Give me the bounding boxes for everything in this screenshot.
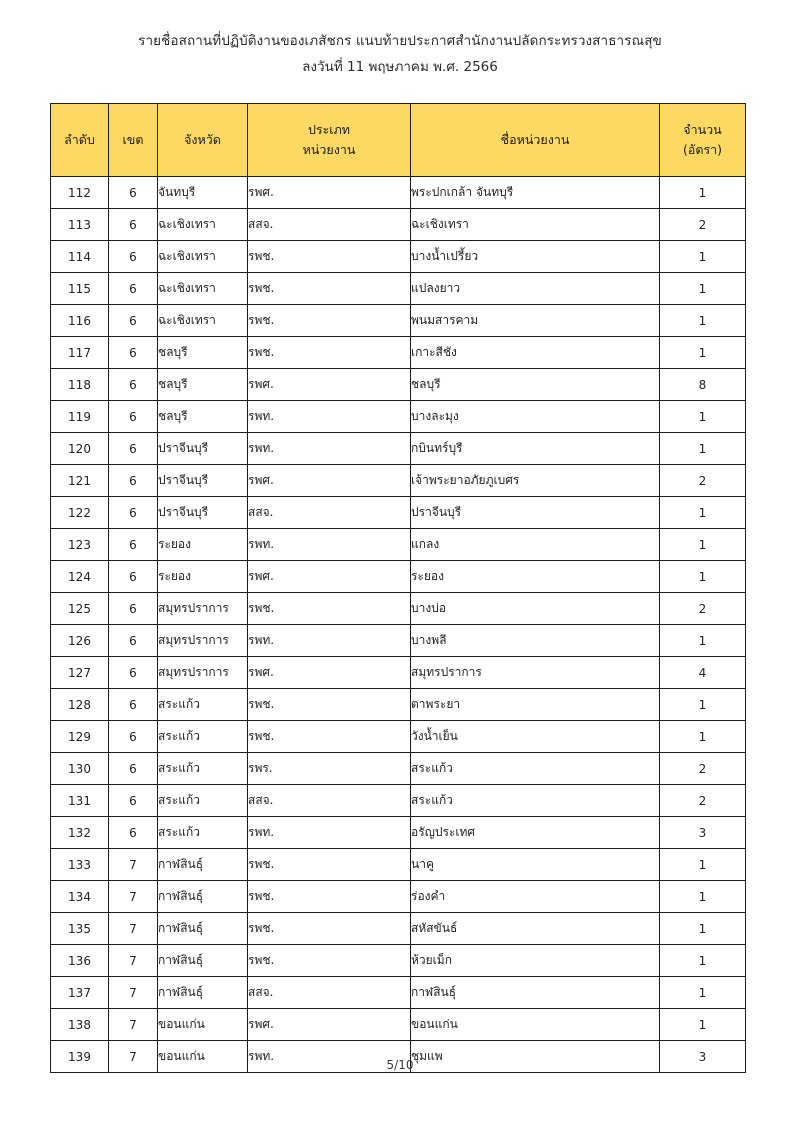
cell-province: ชลบุรี bbox=[158, 401, 248, 433]
cell-unit-name: บางพลี bbox=[411, 625, 660, 657]
cell-province: สมุทรปราการ bbox=[158, 593, 248, 625]
column-header-province bbox=[158, 104, 248, 177]
table-row bbox=[51, 177, 746, 209]
title-block bbox=[0, 0, 800, 78]
cell-order: 125 bbox=[51, 593, 109, 625]
cell-unit-type: รพช. bbox=[248, 721, 411, 753]
cell-count: 1 bbox=[660, 529, 746, 561]
cell-order: 135 bbox=[51, 913, 109, 945]
cell-count: 4 bbox=[660, 657, 746, 689]
cell-order: 112 bbox=[51, 177, 109, 209]
cell-province: ฉะเชิงเทรา bbox=[158, 241, 248, 273]
cell-unit-type: รพศ. bbox=[248, 657, 411, 689]
cell-unit-name: บางน้ำเปรี้ยว bbox=[411, 241, 660, 273]
cell-order: 131 bbox=[51, 785, 109, 817]
table-row bbox=[51, 817, 746, 849]
cell-unit-name: ห้วยเม็ก bbox=[411, 945, 660, 977]
cell-count: 1 bbox=[660, 497, 746, 529]
column-header-unit-type-line2: หน่วยงาน bbox=[302, 142, 356, 157]
table-row bbox=[51, 689, 746, 721]
column-header-count bbox=[660, 104, 746, 177]
cell-province: ระยอง bbox=[158, 561, 248, 593]
cell-order: 115 bbox=[51, 273, 109, 305]
cell-province: ชลบุรี bbox=[158, 337, 248, 369]
column-header-unit-type bbox=[248, 104, 411, 177]
cell-order: 136 bbox=[51, 945, 109, 977]
cell-order: 113 bbox=[51, 209, 109, 241]
table-row bbox=[51, 657, 746, 689]
cell-count: 1 bbox=[660, 721, 746, 753]
table-row bbox=[51, 433, 746, 465]
cell-zone: 6 bbox=[109, 273, 158, 305]
cell-zone: 6 bbox=[109, 497, 158, 529]
table-container bbox=[50, 103, 745, 1073]
cell-count: 2 bbox=[660, 785, 746, 817]
cell-zone: 6 bbox=[109, 593, 158, 625]
table-row bbox=[51, 625, 746, 657]
document-subtitle: ลงวันที่ 11 พฤษภาคม พ.ศ. 2566 bbox=[302, 59, 498, 75]
table-row bbox=[51, 305, 746, 337]
column-header-zone-line1: เขต bbox=[122, 132, 144, 147]
cell-order: 139 bbox=[51, 1041, 109, 1073]
cell-unit-type: รพช. bbox=[248, 849, 411, 881]
cell-order: 127 bbox=[51, 657, 109, 689]
cell-order: 116 bbox=[51, 305, 109, 337]
cell-unit-type: สสจ. bbox=[248, 785, 411, 817]
table-row bbox=[51, 369, 746, 401]
page-number-footer: 5/10 bbox=[386, 1058, 414, 1072]
table-row bbox=[51, 529, 746, 561]
cell-unit-name: ร่องคำ bbox=[411, 881, 660, 913]
cell-province: กาฬสินธุ์ bbox=[158, 881, 248, 913]
cell-order: 124 bbox=[51, 561, 109, 593]
cell-zone: 6 bbox=[109, 561, 158, 593]
cell-unit-name: เจ้าพระยาอภัยภูเบศร bbox=[411, 465, 660, 497]
cell-unit-name: ชลบุรี bbox=[411, 369, 660, 401]
cell-unit-type: รพช. bbox=[248, 689, 411, 721]
cell-province: สระแก้ว bbox=[158, 753, 248, 785]
cell-order: 123 bbox=[51, 529, 109, 561]
cell-count: 1 bbox=[660, 177, 746, 209]
cell-count: 1 bbox=[660, 337, 746, 369]
cell-zone: 6 bbox=[109, 817, 158, 849]
cell-unit-name: อรัญประเทศ bbox=[411, 817, 660, 849]
cell-zone: 7 bbox=[109, 849, 158, 881]
cell-order: 138 bbox=[51, 1009, 109, 1041]
cell-zone: 6 bbox=[109, 625, 158, 657]
cell-order: 134 bbox=[51, 881, 109, 913]
column-header-count-line2: (อัตรา) bbox=[682, 142, 723, 157]
cell-unit-name: บางละมุง bbox=[411, 401, 660, 433]
cell-order: 129 bbox=[51, 721, 109, 753]
cell-unit-name: กาฬสินธุ์ bbox=[411, 977, 660, 1009]
cell-unit-type: รพศ. bbox=[248, 369, 411, 401]
cell-unit-type: รพช. bbox=[248, 337, 411, 369]
cell-order: 128 bbox=[51, 689, 109, 721]
cell-count: 2 bbox=[660, 593, 746, 625]
cell-unit-name: ขอนแก่น bbox=[411, 1009, 660, 1041]
column-header-unit-name-line1: ชื่อหน่วยงาน bbox=[500, 132, 570, 147]
cell-count: 1 bbox=[660, 945, 746, 977]
cell-unit-name: นาคู bbox=[411, 849, 660, 881]
cell-unit-name: สมุทรปราการ bbox=[411, 657, 660, 689]
cell-unit-type: รพท. bbox=[248, 401, 411, 433]
table-row bbox=[51, 209, 746, 241]
cell-province: สมุทรปราการ bbox=[158, 657, 248, 689]
cell-unit-type: รพท. bbox=[248, 1041, 411, 1073]
cell-zone: 6 bbox=[109, 785, 158, 817]
cell-unit-name: ฉะเชิงเทรา bbox=[411, 209, 660, 241]
table-row bbox=[51, 465, 746, 497]
cell-order: 137 bbox=[51, 977, 109, 1009]
cell-count: 1 bbox=[660, 1009, 746, 1041]
cell-zone: 7 bbox=[109, 881, 158, 913]
cell-order: 117 bbox=[51, 337, 109, 369]
cell-unit-type: รพช. bbox=[248, 913, 411, 945]
column-header-count-line1: จำนวน bbox=[683, 122, 722, 137]
table-row bbox=[51, 753, 746, 785]
cell-count: 3 bbox=[660, 817, 746, 849]
cell-zone: 6 bbox=[109, 689, 158, 721]
table-row bbox=[51, 593, 746, 625]
cell-province: สระแก้ว bbox=[158, 721, 248, 753]
cell-zone: 6 bbox=[109, 465, 158, 497]
cell-zone: 6 bbox=[109, 433, 158, 465]
cell-province: ฉะเชิงเทรา bbox=[158, 305, 248, 337]
cell-province: ปราจีนบุรี bbox=[158, 497, 248, 529]
cell-province: ปราจีนบุรี bbox=[158, 433, 248, 465]
cell-zone: 6 bbox=[109, 401, 158, 433]
table-row bbox=[51, 561, 746, 593]
cell-province: จันทบุรี bbox=[158, 177, 248, 209]
cell-count: 2 bbox=[660, 753, 746, 785]
personnel-assignment-table bbox=[50, 103, 746, 1073]
cell-unit-type: รพท. bbox=[248, 817, 411, 849]
table-row bbox=[51, 241, 746, 273]
cell-province: ฉะเชิงเทรา bbox=[158, 273, 248, 305]
table-header-row bbox=[51, 104, 746, 177]
cell-unit-name: ระยอง bbox=[411, 561, 660, 593]
cell-unit-name: ตาพระยา bbox=[411, 689, 660, 721]
cell-zone: 6 bbox=[109, 337, 158, 369]
cell-unit-name: ปราจีนบุรี bbox=[411, 497, 660, 529]
table-body bbox=[51, 177, 746, 1073]
cell-zone: 6 bbox=[109, 721, 158, 753]
cell-order: 114 bbox=[51, 241, 109, 273]
cell-unit-name: บางบ่อ bbox=[411, 593, 660, 625]
table-row bbox=[51, 337, 746, 369]
column-header-province-line1: จังหวัด bbox=[184, 132, 221, 147]
cell-order: 119 bbox=[51, 401, 109, 433]
cell-unit-name: ชุมแพ bbox=[411, 1041, 660, 1073]
cell-unit-type: รพศ. bbox=[248, 1009, 411, 1041]
table-row bbox=[51, 785, 746, 817]
table-row bbox=[51, 945, 746, 977]
cell-order: 122 bbox=[51, 497, 109, 529]
cell-province: ระยอง bbox=[158, 529, 248, 561]
column-header-unit-name bbox=[411, 104, 660, 177]
cell-unit-name: พระปกเกล้า จันทบุรี bbox=[411, 177, 660, 209]
cell-count: 1 bbox=[660, 273, 746, 305]
cell-order: 132 bbox=[51, 817, 109, 849]
cell-unit-type: รพช. bbox=[248, 273, 411, 305]
cell-zone: 7 bbox=[109, 1041, 158, 1073]
table-row bbox=[51, 977, 746, 1009]
document-title: รายชื่อสถานที่ปฏิบัติงานของเภสัชกร แนบท้ายประกาศสำนักงานปลัดกระทรวงสาธารณสุข bbox=[138, 33, 662, 49]
cell-province: กาฬสินธุ์ bbox=[158, 913, 248, 945]
cell-unit-type: รพท. bbox=[248, 625, 411, 657]
cell-unit-name: แปลงยาว bbox=[411, 273, 660, 305]
column-header-unit-type-line1: ประเภท bbox=[307, 122, 351, 137]
cell-province: กาฬสินธุ์ bbox=[158, 849, 248, 881]
cell-count: 1 bbox=[660, 241, 746, 273]
cell-order: 133 bbox=[51, 849, 109, 881]
table-header bbox=[51, 104, 746, 177]
cell-province: กาฬสินธุ์ bbox=[158, 977, 248, 1009]
cell-unit-type: รพศ. bbox=[248, 465, 411, 497]
cell-zone: 6 bbox=[109, 177, 158, 209]
cell-zone: 6 bbox=[109, 241, 158, 273]
cell-zone: 6 bbox=[109, 529, 158, 561]
cell-zone: 7 bbox=[109, 977, 158, 1009]
cell-unit-name: สระแก้ว bbox=[411, 753, 660, 785]
table-row bbox=[51, 849, 746, 881]
cell-zone: 6 bbox=[109, 753, 158, 785]
cell-unit-type: สสจ. bbox=[248, 209, 411, 241]
cell-province: ปราจีนบุรี bbox=[158, 465, 248, 497]
cell-count: 1 bbox=[660, 401, 746, 433]
table-row bbox=[51, 881, 746, 913]
column-header-order-line1: ลำดับ bbox=[64, 132, 95, 147]
cell-zone: 6 bbox=[109, 369, 158, 401]
cell-unit-type: รพช. bbox=[248, 881, 411, 913]
table-row bbox=[51, 913, 746, 945]
cell-zone: 6 bbox=[109, 209, 158, 241]
table-row bbox=[51, 497, 746, 529]
cell-order: 121 bbox=[51, 465, 109, 497]
cell-count: 1 bbox=[660, 849, 746, 881]
table-row bbox=[51, 401, 746, 433]
cell-count: 1 bbox=[660, 881, 746, 913]
cell-unit-name: กบินทร์บุรี bbox=[411, 433, 660, 465]
table-row bbox=[51, 721, 746, 753]
cell-zone: 7 bbox=[109, 945, 158, 977]
cell-province: ขอนแก่น bbox=[158, 1041, 248, 1073]
cell-unit-name: แกลง bbox=[411, 529, 660, 561]
cell-province: สระแก้ว bbox=[158, 817, 248, 849]
cell-zone: 7 bbox=[109, 913, 158, 945]
cell-count: 1 bbox=[660, 625, 746, 657]
cell-count: 1 bbox=[660, 305, 746, 337]
cell-unit-name: สหัสขันธ์ bbox=[411, 913, 660, 945]
cell-order: 126 bbox=[51, 625, 109, 657]
cell-unit-type: รพท. bbox=[248, 433, 411, 465]
cell-order: 130 bbox=[51, 753, 109, 785]
cell-count: 8 bbox=[660, 369, 746, 401]
cell-unit-name: พนมสารคาม bbox=[411, 305, 660, 337]
cell-order: 118 bbox=[51, 369, 109, 401]
cell-zone: 7 bbox=[109, 1009, 158, 1041]
table-row bbox=[51, 273, 746, 305]
cell-unit-name: วังน้ำเย็น bbox=[411, 721, 660, 753]
cell-unit-type: รพช. bbox=[248, 945, 411, 977]
cell-zone: 6 bbox=[109, 305, 158, 337]
cell-count: 2 bbox=[660, 209, 746, 241]
cell-count: 3 bbox=[660, 1041, 746, 1073]
cell-count: 1 bbox=[660, 689, 746, 721]
cell-unit-type: รพช. bbox=[248, 241, 411, 273]
cell-province: สระแก้ว bbox=[158, 689, 248, 721]
cell-count: 1 bbox=[660, 977, 746, 1009]
cell-unit-type: รพช. bbox=[248, 305, 411, 337]
cell-unit-name: สระแก้ว bbox=[411, 785, 660, 817]
cell-count: 2 bbox=[660, 465, 746, 497]
cell-unit-type: รพร. bbox=[248, 753, 411, 785]
cell-unit-type: รพท. bbox=[248, 529, 411, 561]
column-header-order bbox=[51, 104, 109, 177]
cell-province: ชลบุรี bbox=[158, 369, 248, 401]
cell-unit-name: เกาะสีชัง bbox=[411, 337, 660, 369]
cell-order: 120 bbox=[51, 433, 109, 465]
cell-province: สระแก้ว bbox=[158, 785, 248, 817]
cell-count: 1 bbox=[660, 433, 746, 465]
cell-count: 1 bbox=[660, 561, 746, 593]
cell-province: ฉะเชิงเทรา bbox=[158, 209, 248, 241]
column-header-zone bbox=[109, 104, 158, 177]
cell-province: กาฬสินธุ์ bbox=[158, 945, 248, 977]
cell-unit-type: รพช. bbox=[248, 593, 411, 625]
cell-unit-type: รพศ. bbox=[248, 177, 411, 209]
cell-zone: 6 bbox=[109, 657, 158, 689]
cell-unit-type: สสจ. bbox=[248, 977, 411, 1009]
cell-count: 1 bbox=[660, 913, 746, 945]
table-row bbox=[51, 1009, 746, 1041]
cell-unit-type: สสจ. bbox=[248, 497, 411, 529]
cell-unit-type: รพศ. bbox=[248, 561, 411, 593]
cell-province: สมุทรปราการ bbox=[158, 625, 248, 657]
cell-province: ขอนแก่น bbox=[158, 1009, 248, 1041]
